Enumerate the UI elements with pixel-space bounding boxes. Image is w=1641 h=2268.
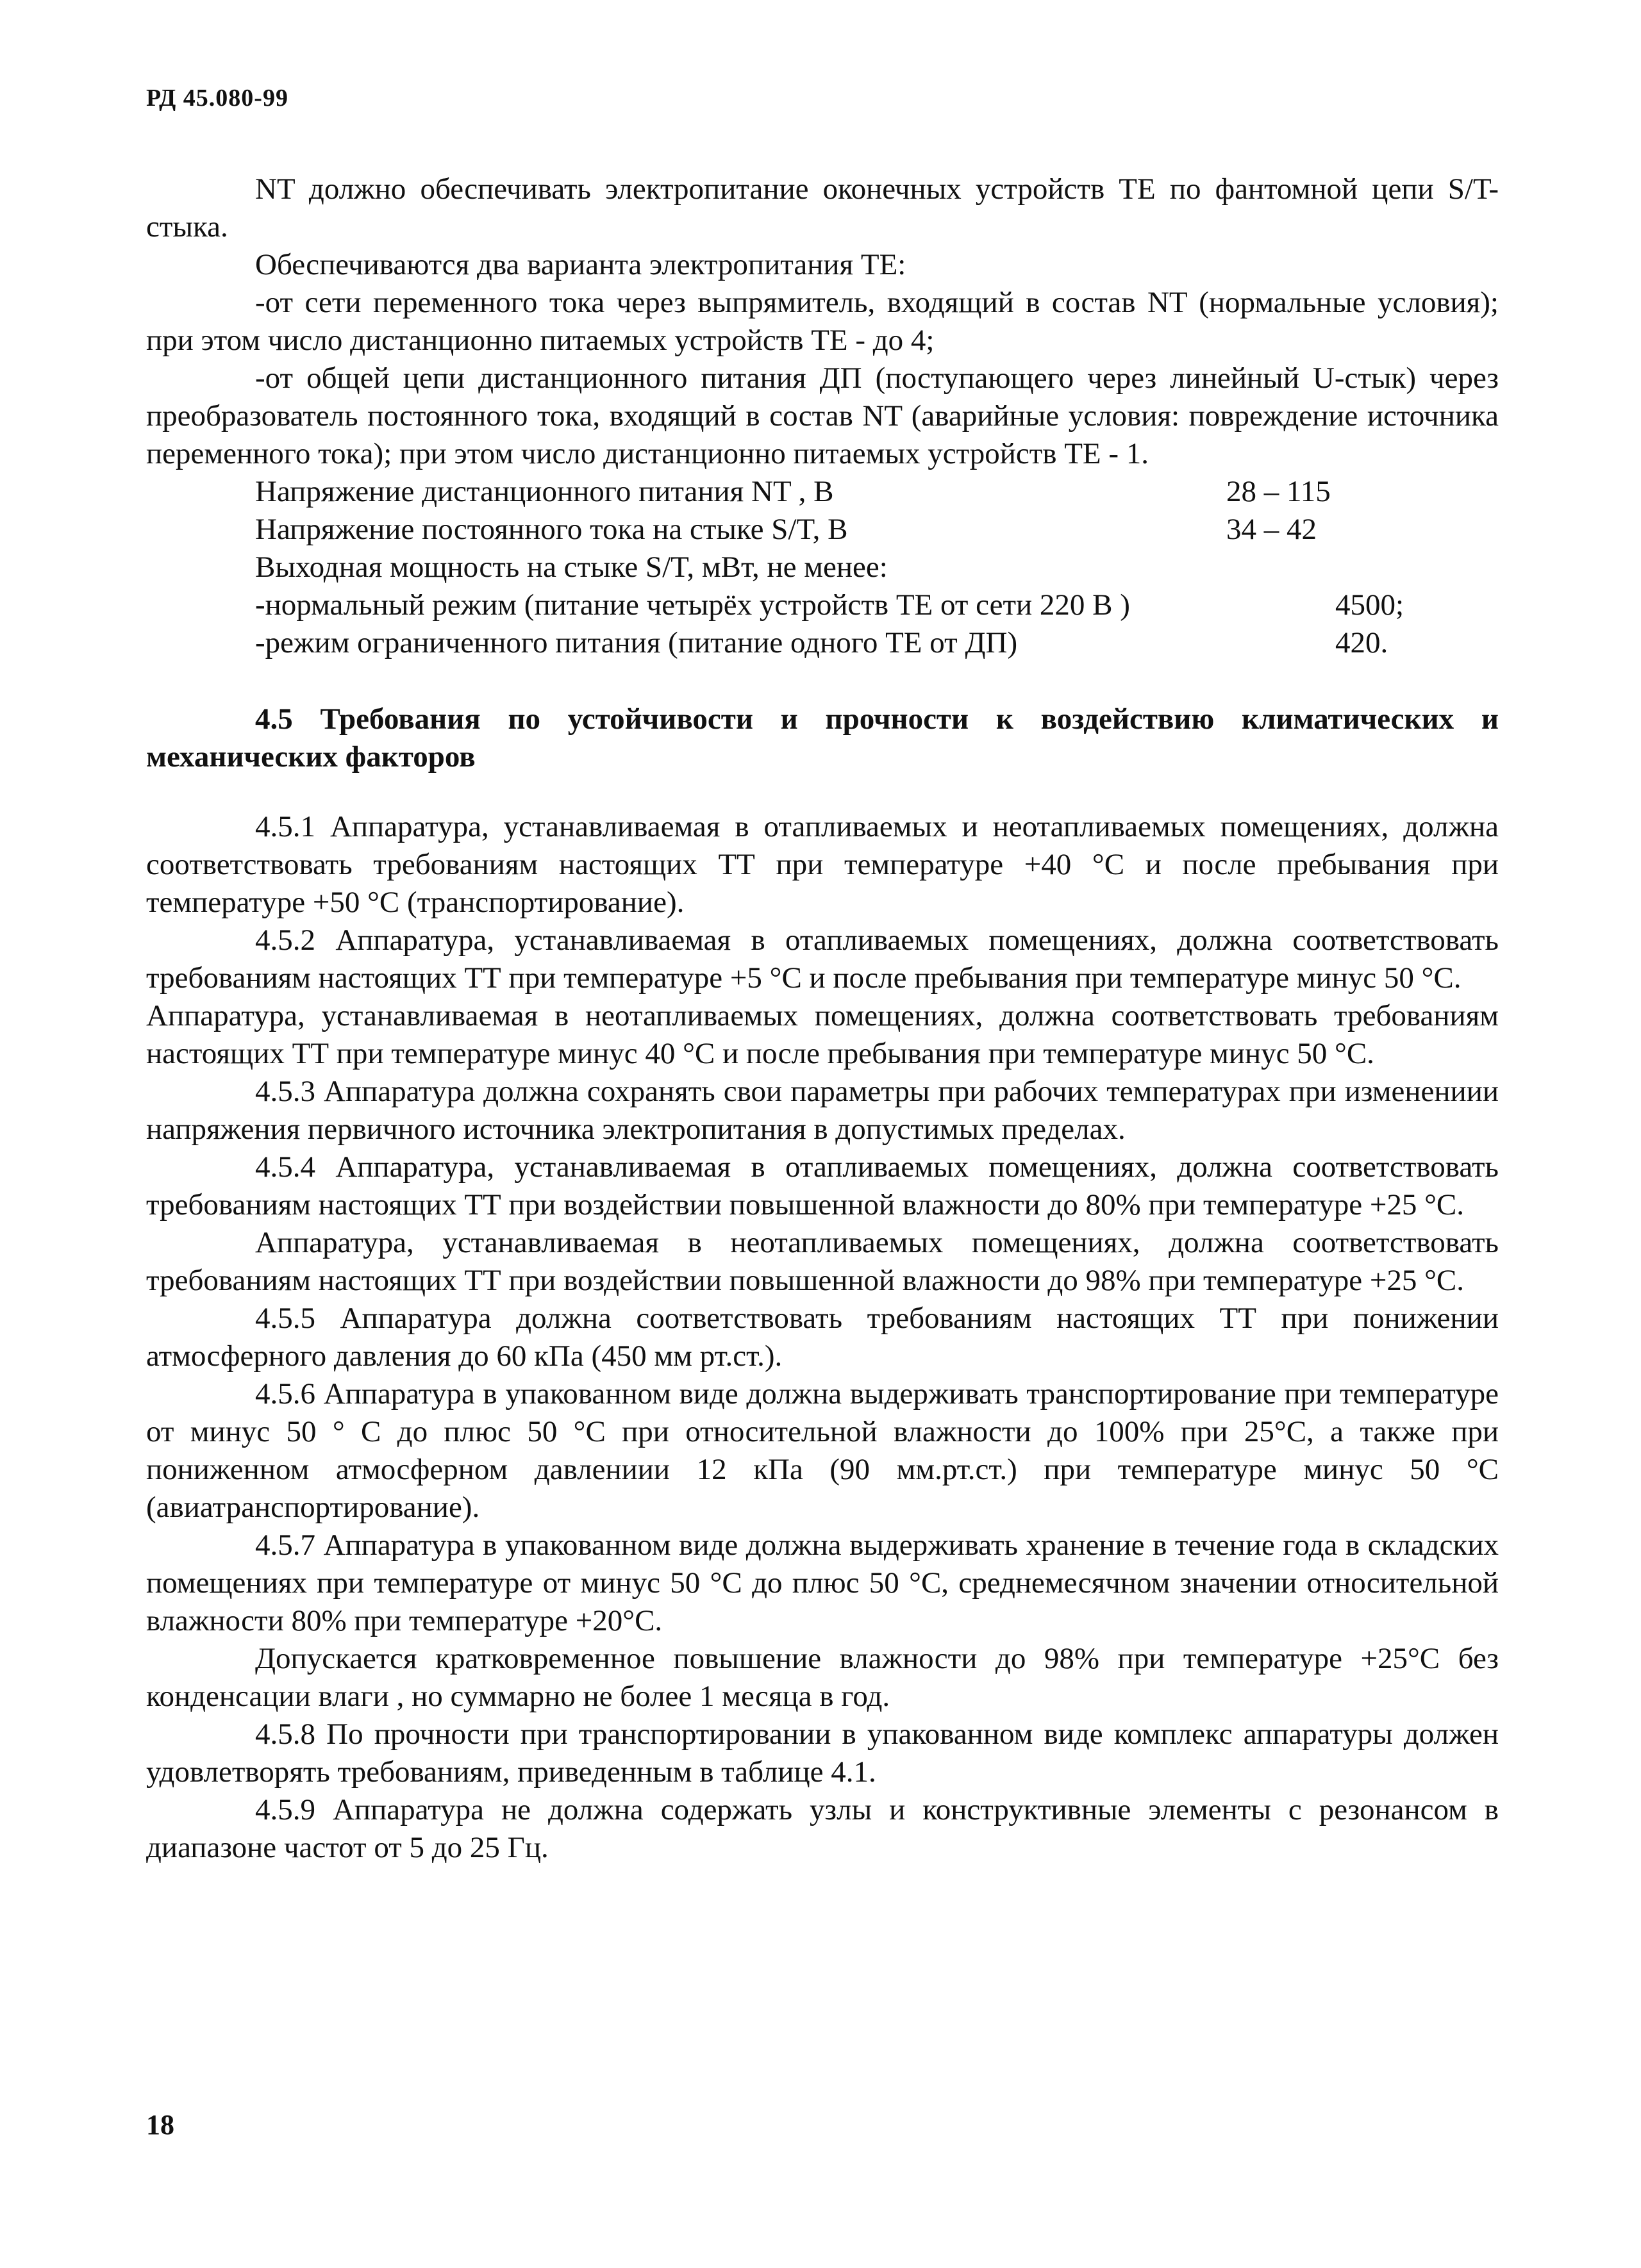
spec-value: 420. — [1335, 626, 1388, 659]
spec-label: Напряжение постоянного тока на стыке S/T, В — [255, 513, 848, 546]
spec-row — [146, 586, 1499, 624]
spec-label: -нормальный режим (питание четырёх устройств TE от сети 220 В ) — [255, 588, 1130, 622]
section-paragraph: Аппаратура, устанавливаемая в неотапливаемых помещениях, должна соответствовать требованиям настоящих ТТ при температуре минус 40 °С и после пребывания при температуре минус 50 °С. — [146, 999, 1499, 1070]
spec-label: -режим ограниченного питания (питание одного TE от ДП) — [255, 626, 1018, 659]
document-code-header: РД 45.080-99 — [146, 85, 288, 112]
section-paragraph: 4.5.7 Аппаратура в упакованном виде должна выдерживать хранение в течение года в складских помещениях при температуре от минус 50 °С до плюс 50 °С, среднемесячном значении относительной влажности 80% при температуре +20°С. — [146, 1528, 1499, 1637]
spec-value: 4500; — [1335, 588, 1404, 622]
section-paragraph: 4.5.6 Аппаратура в упакованном виде должна выдерживать транспортирование при температуре от минус 50 ° С до плюс 50 °С при относительной влажности до 100% при 25°С, а также при пониженном атмосферном давлениии 12 кПа (90 мм.рт.ст.) при температуре минус 50 °С (авиатранспортирование). — [146, 1377, 1499, 1524]
spec-label: Напряжение дистанционного питания NT , В — [255, 475, 834, 508]
intro-paragraph: -от сети переменного тока через выпрямитель, входящий в состав NT (нормальные условия); при этом число дистанционно питаемых устройств TE - до 4; — [146, 286, 1499, 357]
section-paragraph: 4.5.4 Аппаратура, устанавливаемая в отапливаемых помещениях, должна соответствовать требованиям настоящих ТТ при воздействии повышенной влажности до 80% при температуре +25 °С. — [146, 1150, 1499, 1221]
intro-paragraph: Обеспечиваются два варианта электропитания TE: — [255, 248, 906, 281]
page-number: 18 — [146, 2109, 174, 2140]
section-paragraph: Аппаратура, устанавливаемая в неотапливаемых помещениях, должна соответствовать требованиям настоящих ТТ при воздействии повышенной влажности до 98% при температуре +25 °С. — [146, 1226, 1499, 1297]
spec-row — [146, 549, 1499, 586]
spec-label: Выходная мощность на стыке S/T, мВт, не менее: — [255, 550, 888, 584]
spec-value: 34 – 42 — [1226, 513, 1317, 546]
spec-value: 28 – 115 — [1226, 475, 1331, 508]
intro-paragraph: NT должно обеспечивать электропитание оконечных устройств TE по фантомной цепи S/T-стыка. — [146, 172, 1499, 244]
spec-row — [146, 473, 1499, 511]
section-paragraph: 4.5.8 По прочности при транспортировании в упакованном виде комплекс аппаратуры должен удовлетворять требованиям, приведенным в таблице 4.1. — [146, 1718, 1499, 1789]
section-paragraph: 4.5.1 Аппаратура, устанавливаемая в отапливаемых и неотапливаемых помещениях, должна соответствовать требованиям настоящих ТТ при температуре +40 °С и после пребывания при температуре +50 °С (транспортирование). — [146, 810, 1499, 919]
section-heading: 4.5 Требования по устойчивости и прочности к воздействию климатических и механических факторов — [146, 702, 1499, 774]
document-body — [146, 170, 1499, 1867]
spec-row — [146, 511, 1499, 549]
spec-row — [146, 624, 1499, 662]
intro-paragraph: -от общей цепи дистанционного питания ДП (поступающего через линейный U-стык) через преобразователь постоянного тока, входящий в состав NT (аварийные условия: повреждение источника переменного тока); при этом число дистанционно питаемых устройств TE - 1. — [146, 361, 1499, 470]
section-paragraph: 4.5.3 Аппаратура должна сохранять свои параметры при рабочих температурах при изменениии напряжения первичного источника электропитания в допустимых пределах. — [146, 1075, 1499, 1146]
section-paragraph: Допускается кратковременное повышение влажности до 98% при температуре +25°С без конденсации влаги , но суммарно не более 1 месяца в год. — [146, 1642, 1499, 1713]
section-paragraph: 4.5.5 Аппаратура должна соответствовать требованиям настоящих ТТ при понижении атмосферного давления до 60 кПа (450 мм рт.ст.). — [146, 1302, 1499, 1373]
section-paragraph: 4.5.2 Аппаратура, устанавливаемая в отапливаемых помещениях, должна соответствовать требованиям настоящих ТТ при температуре +5 °С и после пребывания при температуре минус 50 °С. — [146, 923, 1499, 995]
section-paragraph: 4.5.9 Аппаратура не должна содержать узлы и конструктивные элементы с резонансом в диапазоне частот от 5 до 25 Гц. — [146, 1793, 1499, 1864]
